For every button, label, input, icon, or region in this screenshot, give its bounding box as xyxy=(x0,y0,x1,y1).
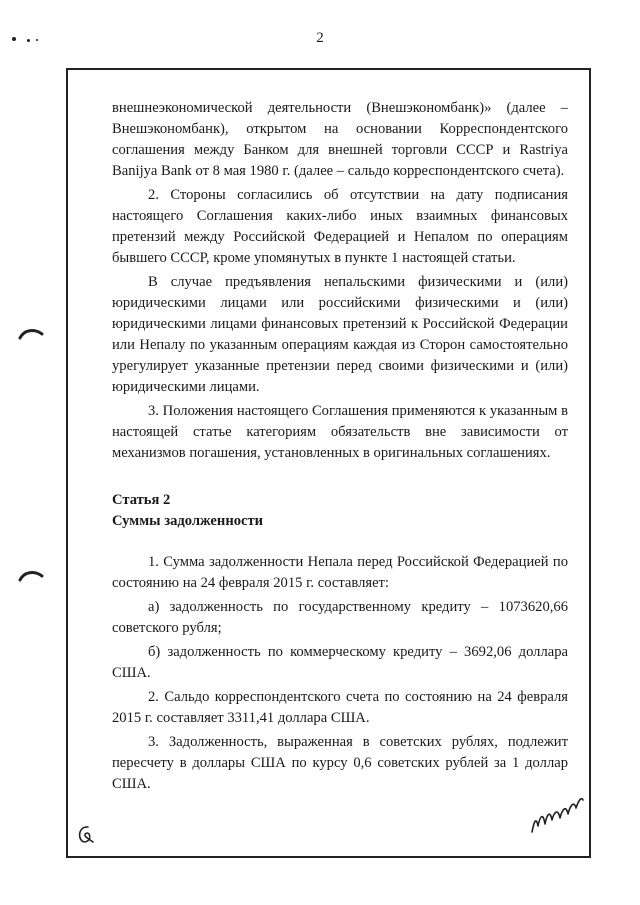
initials-left-handwritten xyxy=(74,822,98,846)
paragraph-sub-a: а) задолженность по государственному кредиту – 1073620,66 советского рубля; xyxy=(112,599,568,636)
punch-hole-mark-upper xyxy=(18,326,44,340)
scan-speck xyxy=(12,37,16,41)
paragraph-continuation: внешнеэкономической деятельности (Внешэкономбанк)» (далее – Внешэкономбанк), открытом на основании Корреспондентского соглашения между Банком для внешней торговли СССР и Rastriya Banijya Bank от 8 мая 1980 г. (далее – сальдо корреспондентского счета). xyxy=(112,100,568,179)
paragraph-claims: В случае предъявления непальскими физическими и (или) юридическими лицами или российскими физическими и (или) юридическими лицами финансовых претензий к Российской Федерации или Непалу по указанным операциям каждая из Сторон самостоятельно урегулирует указанные претензии перед своими физическими и (или) юридическими лицами. xyxy=(112,274,568,395)
article-subtitle: Суммы задолженности xyxy=(112,513,264,529)
paragraph-debt-amount: 1. Сумма задолженности Непала перед Российской Федерацией по состоянию на 24 февраля 2015 г. составляет: xyxy=(112,554,568,591)
paragraph-item-2: 2. Стороны согласились об отсутствии на дату подписания настоящего Соглашения каких-либо иных взаимных финансовых претензий между Российской Федерацией и Непалом по операциям бывшего СССР, кроме упомянутых в пункте 1 настоящей статьи. xyxy=(112,187,568,266)
punch-hole-mark-lower xyxy=(18,568,44,582)
scan-speck xyxy=(27,39,30,42)
paragraph-balance: 2. Сальдо корреспондентского счета по состоянию на 24 февраля 2015 г. составляет 3311,41 доллара США. xyxy=(112,689,568,726)
paragraph-sub-b: б) задолженность по коммерческому кредиту – 3692,06 доллара США. xyxy=(112,644,568,681)
paragraph-item-3: 3. Положения настоящего Соглашения применяются к указанным в настоящей статье категориям обязательств вне зависимости от механизмов погашения, установленных в оригинальных соглашениях. xyxy=(112,403,568,461)
page-number: 2 xyxy=(316,30,324,46)
scan-speck xyxy=(36,39,38,41)
paragraph-conversion: 3. Задолженность, выраженная в советских рублях, подлежит пересчету в доллары США по курсу 0,6 советских рублей за 1 доллар США. xyxy=(112,734,568,792)
article-title: Статья 2 xyxy=(112,492,171,508)
document-body xyxy=(112,98,568,795)
initials-right-handwritten xyxy=(528,792,586,838)
